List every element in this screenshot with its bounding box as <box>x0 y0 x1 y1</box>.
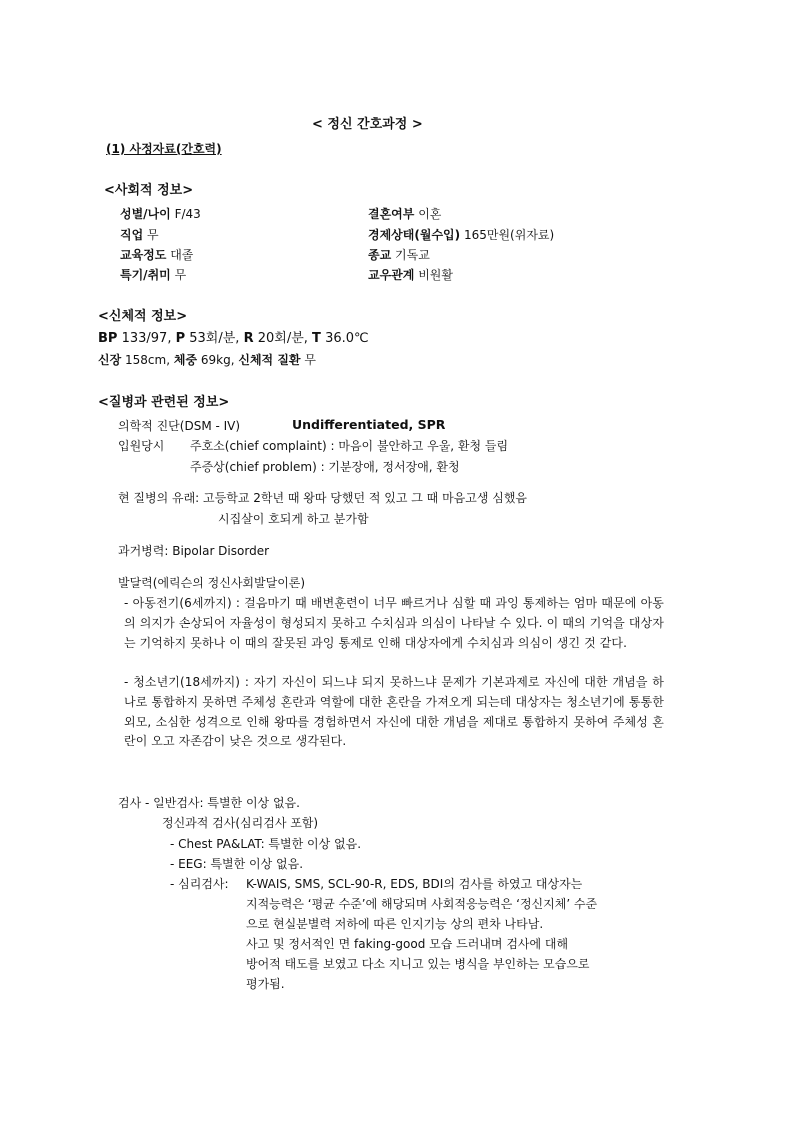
field-value: 비원활 <box>418 268 453 282</box>
resp-label: R <box>243 331 254 346</box>
development-adolescence-paragraph: - 청소년기(18세까지) : 자기 자신이 되느냐 되지 못하느냐 문제가 기본과제로 자신에 대한 개념을 하나로 통합하지 못하면 주체성 혼란과 역할에 대한 혼란을 가져오게 되는데 대상자는 청소년기에 통통한 외모, 소심한 성격으로 인해 왕따를 경험하면서 자신에 대한 개념을 제대로 통합하지 못하여 주체성 혼란이 오고 자존감이 낮은 것으로 생각된다. <box>124 675 664 749</box>
field-value: 무 <box>147 228 159 242</box>
tests-chest: - Chest PA&LAT: 특별한 이상 없음. <box>170 837 362 851</box>
tests-psych-line: 평가됨. <box>246 977 285 991</box>
tests-eeg: - EEG: 특별한 이상 없음. <box>170 857 304 871</box>
illness-info-heading: <질병과 관련된 정보> <box>98 395 230 410</box>
field-label: 성별/나이 <box>120 207 171 221</box>
social-economy <box>368 227 554 243</box>
social-marital <box>368 206 441 222</box>
field-value: 165만원(위자료) <box>463 228 555 242</box>
admission-label: 입원당시 <box>118 439 165 453</box>
tests-psych-line: 사고 및 정서적인 면 faking-good 모습 드러내며 검사에 대해 <box>246 937 569 951</box>
development-heading: 발달력(에릭슨의 정신사회발달이론) <box>118 576 306 590</box>
social-info-heading: <사회적 정보> <box>104 183 194 198</box>
field-label: 교우관계 <box>368 268 415 282</box>
social-gender-age <box>120 206 201 222</box>
tests-psych-prefix: - 심리검사: <box>170 877 229 891</box>
field-value: 무 <box>174 268 187 282</box>
tests-psychiatric-heading: 정신과적 검사(심리검사 포함) <box>162 816 319 830</box>
chief-complaint: 주호소(chief complaint) : 마음이 불안하고 우울, 환청 들림 <box>190 439 509 453</box>
resp-value: 20회/분, <box>257 331 308 346</box>
vital-signs <box>98 331 369 347</box>
disease-label: 신체적 질환 <box>238 353 301 367</box>
field-value: 대졸 <box>170 248 194 262</box>
social-hobby <box>120 267 186 283</box>
weight-value: 69kg, <box>200 353 235 367</box>
disease-value: 무 <box>304 353 316 367</box>
weight-label: 체중 <box>173 353 198 367</box>
social-job <box>120 227 159 243</box>
field-label: 직업 <box>120 228 144 242</box>
height-value: 158cm, <box>125 353 171 367</box>
pulse-label: P <box>175 331 186 346</box>
tests-psych-line: K-WAIS, SMS, SCL-90-R, EDS, BDI의 검사를 하였고 대상자는 <box>246 877 583 891</box>
field-label: 특기/취미 <box>120 268 171 282</box>
physical-info-heading: <신체적 정보> <box>98 309 188 324</box>
page-title: < 정신 간호과정 > <box>312 117 423 132</box>
tests-psych-line: 지적능력은 ‘평균 수준’에 해당되며 사회적응능력은 ‘정신지체’ 수준 <box>246 897 598 911</box>
tests-psych-line: 으로 현실분별력 저하에 따른 인지기능 상의 편차 나타남. <box>246 917 544 931</box>
height-label: 신장 <box>98 353 122 367</box>
field-label: 교육정도 <box>120 248 167 262</box>
social-religion <box>368 247 430 263</box>
field-value: 기독교 <box>395 248 430 262</box>
field-label: 결혼여부 <box>368 207 415 221</box>
present-illness-line2: 시집살이 호되게 하고 분가함 <box>218 512 369 526</box>
temp-value: 36.0℃ <box>325 331 369 346</box>
present-illness-line1: 현 질병의 유래: 고등학교 2학년 때 왕따 당했던 적 있고 그 때 마음고생 심했음 <box>118 491 528 505</box>
field-label: 경제상태(월수입) <box>368 228 461 242</box>
diagnosis-value: Undifferentiated, SPR <box>292 417 446 432</box>
field-value: F/43 <box>174 207 201 221</box>
social-friendship <box>368 267 453 283</box>
temp-label: T <box>312 331 321 346</box>
pulse-value: 53회/분, <box>189 331 240 346</box>
tests-psych-line: 방어적 태도를 보였고 다소 지니고 있는 병식을 부인하는 모습으로 <box>246 957 590 971</box>
tests-general: 검사 - 일반검사: 특별한 이상 없음. <box>118 796 300 810</box>
bp-label: BP <box>98 331 118 346</box>
section-heading-assessment: (1) 사정자료(간호력) <box>106 142 222 156</box>
field-value: 이혼 <box>418 207 442 221</box>
bp-value: 133/97, <box>121 331 172 346</box>
development-childhood-paragraph: - 아동전기(6세까지) : 걸음마기 때 배변훈련이 너무 빠르거나 심할 때 과잉 통제하는 엄마 때문에 아동의 의지가 손상되어 자율성이 형성되지 못하고 수치심과 의심이 나타날 수 있다. 이 때의 기억을 대상자는 기억하지 못하나 이 때의 잘못된 과잉 통제로 인해 대상자에게 수치심과 의심이 생긴 것 같다. <box>124 596 664 650</box>
body-measurements <box>98 352 316 368</box>
social-education <box>120 247 193 263</box>
past-history: 과거병력: Bipolar Disorder <box>118 544 270 558</box>
chief-problem: 주증상(chief problem) : 기분장애, 정서장애, 환청 <box>190 460 460 474</box>
diagnosis-label: 의학적 진단(DSM - IV) <box>118 419 241 433</box>
field-label: 종교 <box>368 248 392 262</box>
